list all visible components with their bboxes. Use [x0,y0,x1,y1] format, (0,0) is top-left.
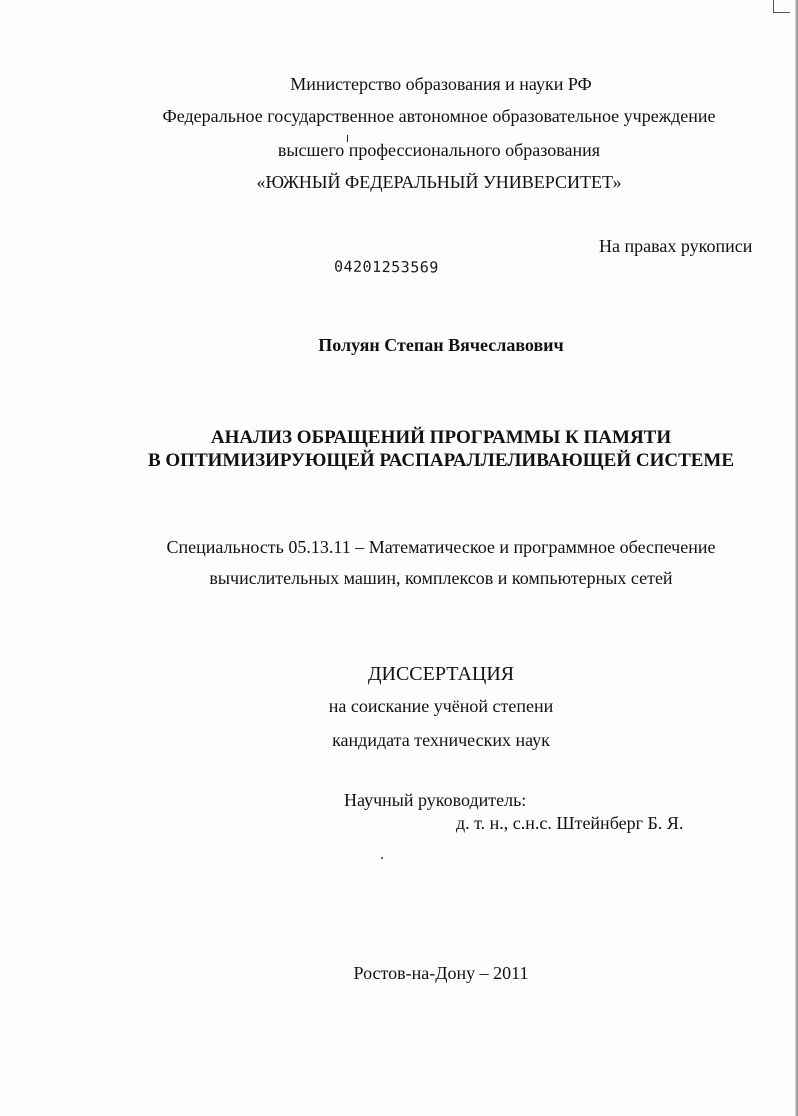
library-stamp-number: 04201253569 [333,257,439,277]
advisor-name: д. т. н., с.н.с. Штейнберг Б. Я. [456,813,684,833]
institution-type-line: Федеральное государственное автономное образовательное учреждение [162,106,716,126]
education-level-line: высшего профессионального образования [277,140,601,160]
place-and-year: Ростов-на-Дону – 2011 [353,963,529,983]
advisor-label: Научный руководитель: [344,790,527,810]
scan-corner-mark [773,0,790,13]
ministry-line: Министерство образования и науки РФ [290,74,592,94]
university-name: «ЮЖНЫЙ ФЕДЕРАЛЬНЫЙ УНИВЕРСИТЕТ» [256,172,622,192]
degree-line-1: на соискание учёной степени [328,696,554,716]
scan-speck [381,857,383,859]
thesis-title-line-1: АНАЛИЗ ОБРАЩЕНИЙ ПРОГРАММЫ К ПАМЯТИ [210,427,672,448]
rights-notice: На правах рукописи [599,236,753,256]
thesis-title-line-2: В ОПТИМИЗИРУЮЩЕЙ РАСПАРАЛЛЕЛИВАЮЩЕЙ СИСТЕМЕ [147,450,735,471]
specialty-line-1: Специальность 05.13.11 – Математическое и программное обеспечение [166,537,716,557]
specialty-line-2: вычислительных машин, комплексов и компьютерных сетей [209,568,673,588]
document-type: ДИССЕРТАЦИЯ [367,663,515,685]
degree-line-2: кандидата технических наук [332,730,550,750]
author-name: Полуян Степан Вячеславович [318,335,564,355]
